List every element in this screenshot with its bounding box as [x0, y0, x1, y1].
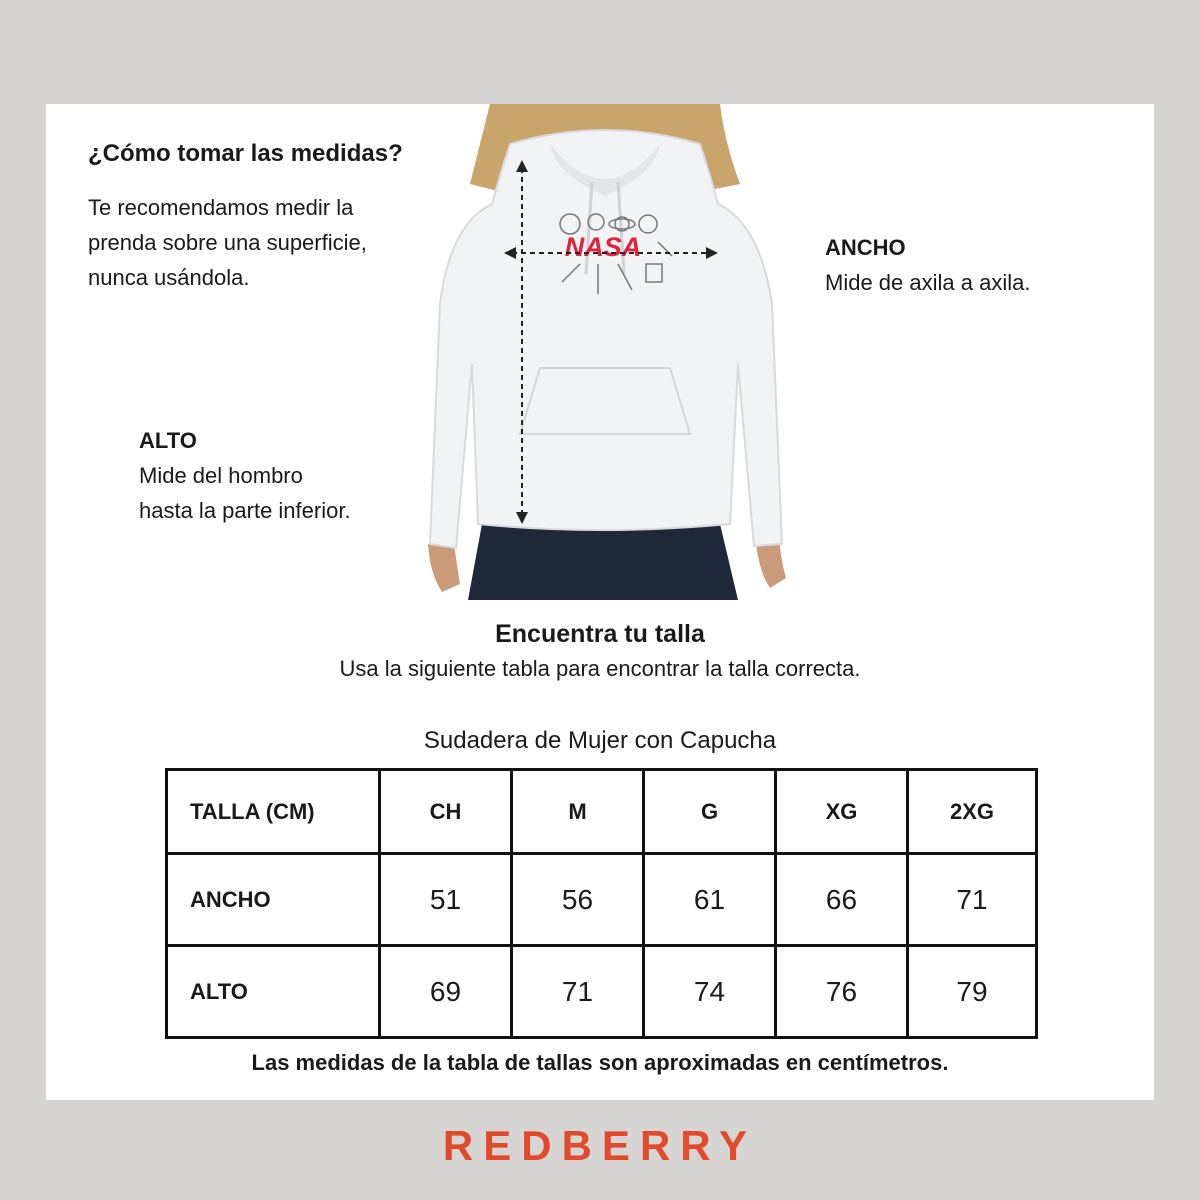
table-cell: 71	[908, 854, 1037, 946]
table-cell: 61	[644, 854, 776, 946]
table-header-row	[167, 770, 1037, 854]
brand-logo-text: REDBERRY	[442, 1122, 758, 1169]
table-header-cell: TALLA (CM)	[167, 770, 380, 854]
find-size-subtitle: Usa la siguiente tabla para encontrar la talla correcta.	[339, 656, 861, 681]
table-cell: 79	[908, 946, 1037, 1038]
table-header-cell: G	[644, 770, 776, 854]
alto-description-line: hasta la parte inferior.	[139, 498, 351, 523]
table-cell: 51	[380, 854, 512, 946]
table-cell: 76	[776, 946, 908, 1038]
table-cell: 66	[776, 854, 908, 946]
ancho-description: Mide de axila a axila.	[825, 270, 1031, 295]
howto-body	[88, 190, 428, 295]
size-table	[165, 768, 1038, 1039]
table-row-label: ANCHO	[167, 854, 380, 946]
alto-label: ALTO	[139, 428, 197, 453]
howto-body-line: prenda sobre una superficie,	[88, 230, 367, 255]
table-header-cell: XG	[776, 770, 908, 854]
alto-instructions	[139, 423, 351, 528]
ancho-instructions	[825, 230, 1030, 300]
hoodie-model-image	[420, 104, 790, 600]
howto-title: ¿Cómo tomar las medidas?	[88, 140, 403, 167]
table-cell: 74	[644, 946, 776, 1038]
table-row-label: ALTO	[167, 946, 380, 1038]
table-cell: 69	[380, 946, 512, 1038]
nasa-print-text: NASA	[564, 232, 642, 262]
table-cell: 56	[512, 854, 644, 946]
find-size-title: Encuentra tu talla	[495, 620, 705, 648]
right-hand-shape	[756, 542, 786, 588]
table-header-cell: CH	[380, 770, 512, 854]
table-row	[167, 946, 1037, 1038]
howto-body-line: Te recomendamos medir la	[88, 195, 354, 220]
howto-body-line: nunca usándola.	[88, 265, 250, 290]
table-row	[167, 854, 1037, 946]
table-header-cell: 2XG	[908, 770, 1037, 854]
ancho-label: ANCHO	[825, 235, 906, 260]
table-header-cell: M	[512, 770, 644, 854]
table-footnote: Las medidas de la tabla de tallas son aproximadas en centímetros.	[251, 1050, 949, 1075]
left-hand-shape	[428, 544, 460, 592]
table-caption: Sudadera de Mujer con Capucha	[423, 727, 777, 754]
jeans-shape	[468, 524, 738, 600]
alto-description-line: Mide del hombro	[139, 463, 303, 488]
table-cell: 71	[512, 946, 644, 1038]
